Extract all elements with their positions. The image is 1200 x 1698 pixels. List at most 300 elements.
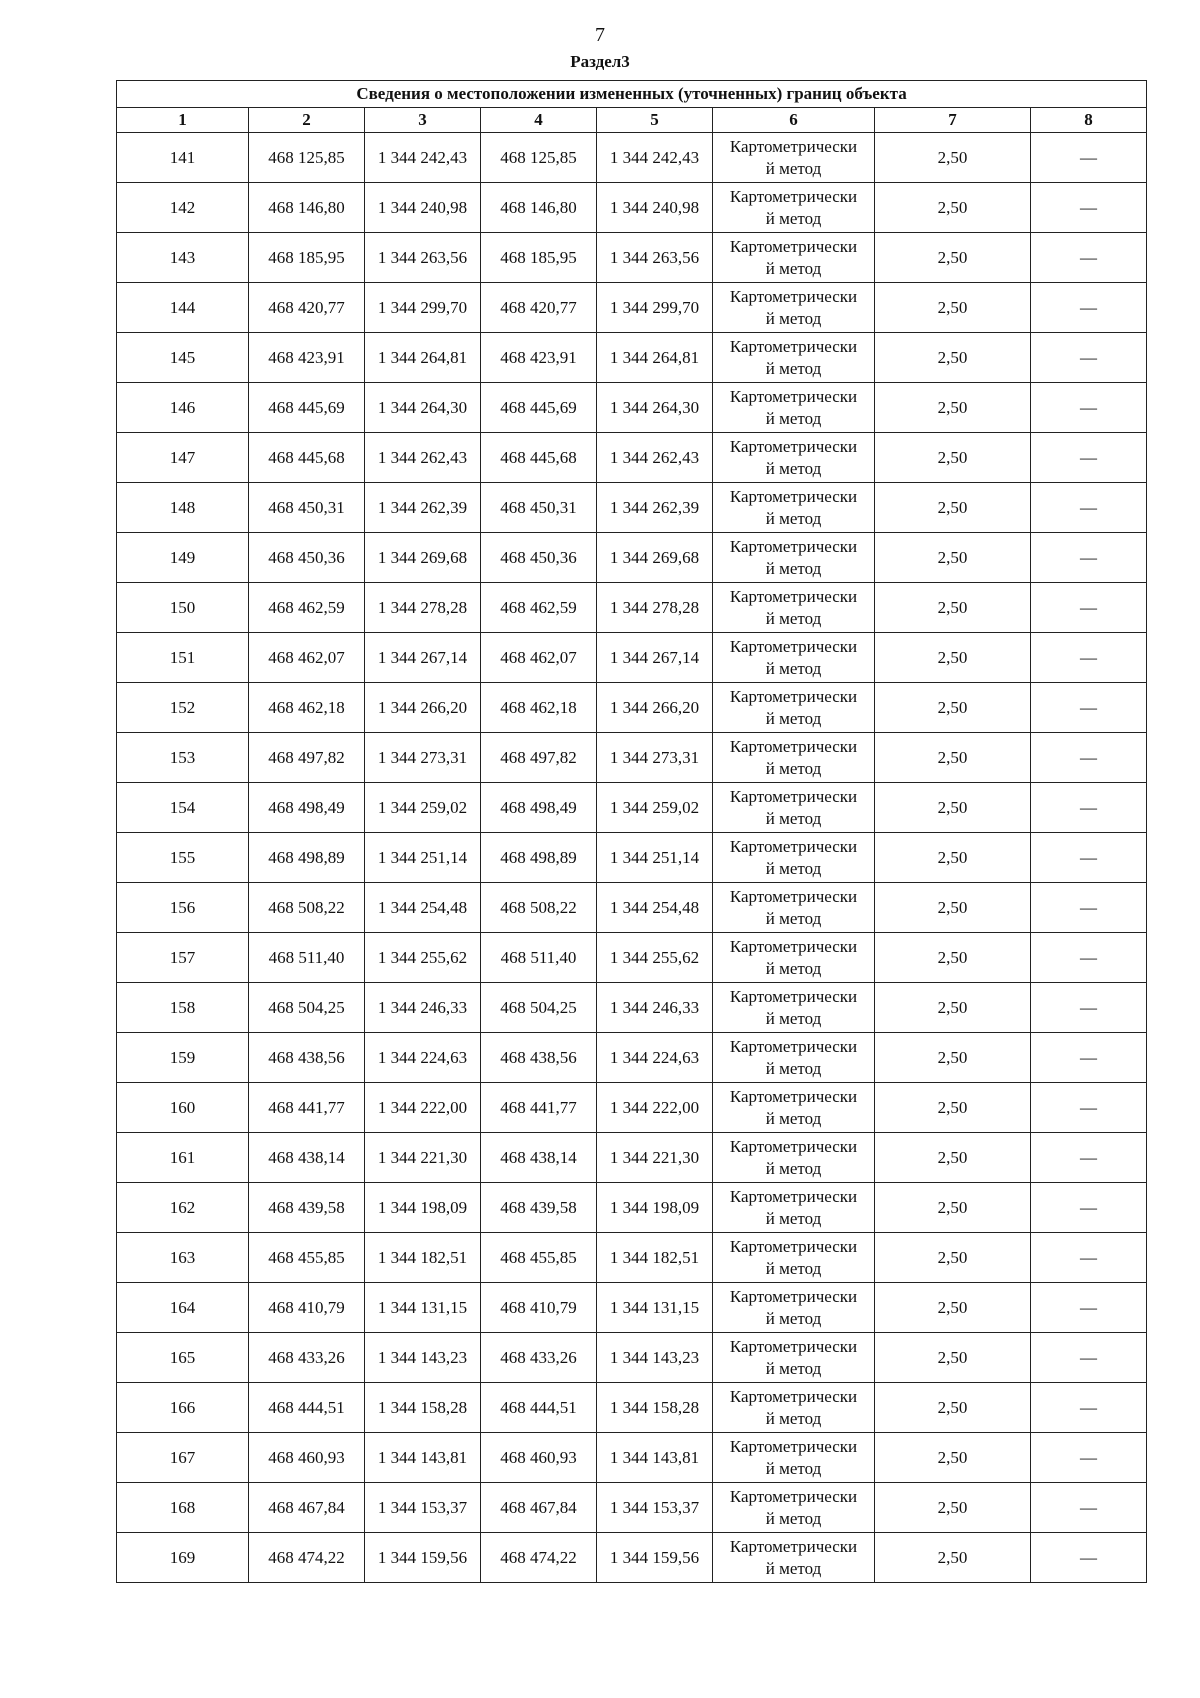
point-number-cell: 154	[117, 783, 249, 833]
description-cell: —	[1031, 333, 1147, 383]
y-old-cell: 1 344 254,48	[365, 883, 481, 933]
method-cell	[713, 883, 875, 933]
method-cell	[713, 583, 875, 633]
y-old-cell: 1 344 262,43	[365, 433, 481, 483]
y-new-cell: 1 344 259,02	[597, 783, 713, 833]
x-new-cell: 468 423,91	[481, 333, 597, 383]
y-old-cell: 1 344 224,63	[365, 1033, 481, 1083]
table-row	[117, 233, 1147, 283]
point-number-cell: 151	[117, 633, 249, 683]
method-cell	[713, 1433, 875, 1483]
x-new-cell: 468 498,89	[481, 833, 597, 883]
method-cell	[713, 683, 875, 733]
y-old-cell: 1 344 159,56	[365, 1533, 481, 1583]
point-number-cell: 156	[117, 883, 249, 933]
table-row	[117, 933, 1147, 983]
method-line: Картометрически	[729, 636, 858, 656]
accuracy-cell: 2,50	[875, 533, 1031, 583]
y-old-cell: 1 344 242,43	[365, 133, 481, 183]
accuracy-cell: 2,50	[875, 1333, 1031, 1383]
column-header: 4	[481, 108, 597, 133]
x-old-cell: 468 455,85	[249, 1233, 365, 1283]
point-number-cell: 157	[117, 933, 249, 983]
table-row	[117, 1033, 1147, 1083]
y-new-cell: 1 344 221,30	[597, 1133, 713, 1183]
method-cell	[713, 1233, 875, 1283]
method-cell	[713, 983, 875, 1033]
description-cell: —	[1031, 933, 1147, 983]
x-old-cell: 468 511,40	[249, 933, 365, 983]
method-line: Картометрически	[729, 1186, 858, 1206]
x-new-cell: 468 508,22	[481, 883, 597, 933]
description-cell: —	[1031, 783, 1147, 833]
method-line: й метод	[765, 308, 822, 328]
point-number-cell: 166	[117, 1383, 249, 1433]
description-cell: —	[1031, 383, 1147, 433]
accuracy-cell: 2,50	[875, 1233, 1031, 1283]
table-row	[117, 583, 1147, 633]
y-new-cell: 1 344 267,14	[597, 633, 713, 683]
x-new-cell: 468 497,82	[481, 733, 597, 783]
y-new-cell: 1 344 264,30	[597, 383, 713, 433]
accuracy-cell: 2,50	[875, 833, 1031, 883]
method-line: Картометрически	[729, 1036, 858, 1056]
method-line: й метод	[765, 1458, 822, 1478]
x-old-cell: 468 460,93	[249, 1433, 365, 1483]
description-cell: —	[1031, 433, 1147, 483]
boundary-coordinates-table	[116, 80, 1147, 1583]
accuracy-cell: 2,50	[875, 933, 1031, 983]
table-row	[117, 183, 1147, 233]
table-row	[117, 683, 1147, 733]
description-cell: —	[1031, 983, 1147, 1033]
x-new-cell: 468 438,56	[481, 1033, 597, 1083]
y-new-cell: 1 344 251,14	[597, 833, 713, 883]
method-line: Картометрически	[729, 836, 858, 856]
method-line: Картометрически	[729, 686, 858, 706]
y-old-cell: 1 344 264,30	[365, 383, 481, 433]
x-new-cell: 468 467,84	[481, 1483, 597, 1533]
x-old-cell: 468 423,91	[249, 333, 365, 383]
y-old-cell: 1 344 131,15	[365, 1283, 481, 1333]
table-row	[117, 733, 1147, 783]
x-new-cell: 468 439,58	[481, 1183, 597, 1233]
accuracy-cell: 2,50	[875, 683, 1031, 733]
y-old-cell: 1 344 266,20	[365, 683, 481, 733]
method-cell	[713, 1083, 875, 1133]
method-cell	[713, 1283, 875, 1333]
method-line: Картометрически	[729, 486, 858, 506]
accuracy-cell: 2,50	[875, 283, 1031, 333]
method-line: Картометрически	[729, 736, 858, 756]
y-new-cell: 1 344 264,81	[597, 333, 713, 383]
accuracy-cell: 2,50	[875, 333, 1031, 383]
y-old-cell: 1 344 221,30	[365, 1133, 481, 1183]
method-line: й метод	[765, 408, 822, 428]
x-old-cell: 468 410,79	[249, 1283, 365, 1333]
y-old-cell: 1 344 278,28	[365, 583, 481, 633]
method-cell	[713, 783, 875, 833]
x-new-cell: 468 462,59	[481, 583, 597, 633]
table-row	[117, 1433, 1147, 1483]
y-new-cell: 1 344 278,28	[597, 583, 713, 633]
x-new-cell: 468 185,95	[481, 233, 597, 283]
y-new-cell: 1 344 254,48	[597, 883, 713, 933]
point-number-cell: 141	[117, 133, 249, 183]
column-header: 7	[875, 108, 1031, 133]
description-cell: —	[1031, 533, 1147, 583]
description-cell: —	[1031, 483, 1147, 533]
method-cell	[713, 733, 875, 783]
accuracy-cell: 2,50	[875, 633, 1031, 683]
accuracy-cell: 2,50	[875, 1183, 1031, 1233]
description-cell: —	[1031, 1283, 1147, 1333]
table-row	[117, 1133, 1147, 1183]
point-number-cell: 167	[117, 1433, 249, 1483]
method-cell	[713, 133, 875, 183]
method-cell	[713, 1383, 875, 1433]
accuracy-cell: 2,50	[875, 1033, 1031, 1083]
method-line: Картометрически	[729, 1536, 858, 1556]
x-old-cell: 468 445,69	[249, 383, 365, 433]
description-cell: —	[1031, 1333, 1147, 1383]
description-cell: —	[1031, 833, 1147, 883]
x-new-cell: 468 410,79	[481, 1283, 597, 1333]
x-new-cell: 468 504,25	[481, 983, 597, 1033]
y-old-cell: 1 344 182,51	[365, 1233, 481, 1283]
description-cell: —	[1031, 133, 1147, 183]
x-new-cell: 468 498,49	[481, 783, 597, 833]
table-caption: Сведения о местоположении измененных (уточненных) границ объекта	[117, 81, 1147, 108]
accuracy-cell: 2,50	[875, 1483, 1031, 1533]
y-old-cell: 1 344 251,14	[365, 833, 481, 883]
y-old-cell: 1 344 153,37	[365, 1483, 481, 1533]
x-old-cell: 468 497,82	[249, 733, 365, 783]
x-new-cell: 468 420,77	[481, 283, 597, 333]
description-cell: —	[1031, 233, 1147, 283]
method-line: й метод	[765, 508, 822, 528]
y-old-cell: 1 344 198,09	[365, 1183, 481, 1233]
method-line: й метод	[765, 658, 822, 678]
method-line: Картометрически	[729, 436, 858, 456]
y-old-cell: 1 344 269,68	[365, 533, 481, 583]
y-new-cell: 1 344 224,63	[597, 1033, 713, 1083]
point-number-cell: 152	[117, 683, 249, 733]
accuracy-cell: 2,50	[875, 1083, 1031, 1133]
method-cell	[713, 1333, 875, 1383]
x-old-cell: 468 439,58	[249, 1183, 365, 1233]
y-old-cell: 1 344 143,81	[365, 1433, 481, 1483]
table-row	[117, 1183, 1147, 1233]
method-line: й метод	[765, 258, 822, 278]
method-line: Картометрически	[729, 1286, 858, 1306]
description-cell: —	[1031, 183, 1147, 233]
x-old-cell: 468 474,22	[249, 1533, 365, 1583]
column-header: 2	[249, 108, 365, 133]
method-cell	[713, 833, 875, 883]
x-new-cell: 468 450,36	[481, 533, 597, 583]
x-new-cell: 468 146,80	[481, 183, 597, 233]
method-line: Картометрически	[729, 986, 858, 1006]
y-new-cell: 1 344 182,51	[597, 1233, 713, 1283]
method-line: й метод	[765, 1208, 822, 1228]
y-new-cell: 1 344 131,15	[597, 1283, 713, 1333]
accuracy-cell: 2,50	[875, 1283, 1031, 1333]
table-row	[117, 1333, 1147, 1383]
y-new-cell: 1 344 262,39	[597, 483, 713, 533]
accuracy-cell: 2,50	[875, 1533, 1031, 1583]
point-number-cell: 159	[117, 1033, 249, 1083]
method-line: й метод	[765, 908, 822, 928]
description-cell: —	[1031, 283, 1147, 333]
method-line: й метод	[765, 708, 822, 728]
x-old-cell: 468 146,80	[249, 183, 365, 233]
table-row	[117, 633, 1147, 683]
accuracy-cell: 2,50	[875, 583, 1031, 633]
point-number-cell: 164	[117, 1283, 249, 1333]
x-old-cell: 468 504,25	[249, 983, 365, 1033]
method-line: Картометрически	[729, 186, 858, 206]
x-old-cell: 468 467,84	[249, 1483, 365, 1533]
method-cell	[713, 1033, 875, 1083]
method-cell	[713, 283, 875, 333]
method-line: й метод	[765, 858, 822, 878]
method-line: й метод	[765, 158, 822, 178]
page-number: 7	[595, 24, 605, 46]
table-row	[117, 483, 1147, 533]
table-row	[117, 533, 1147, 583]
y-new-cell: 1 344 198,09	[597, 1183, 713, 1233]
method-cell	[713, 633, 875, 683]
method-cell	[713, 333, 875, 383]
x-old-cell: 468 444,51	[249, 1383, 365, 1433]
x-new-cell: 468 462,18	[481, 683, 597, 733]
x-new-cell: 468 462,07	[481, 633, 597, 683]
description-cell: —	[1031, 1133, 1147, 1183]
point-number-cell: 158	[117, 983, 249, 1033]
method-cell	[713, 183, 875, 233]
point-number-cell: 144	[117, 283, 249, 333]
method-line: Картометрически	[729, 286, 858, 306]
method-line: Картометрически	[729, 386, 858, 406]
method-line: й метод	[765, 1108, 822, 1128]
table-row	[117, 1083, 1147, 1133]
method-cell	[713, 533, 875, 583]
description-cell: —	[1031, 1383, 1147, 1433]
y-old-cell: 1 344 267,14	[365, 633, 481, 683]
method-line: Картометрически	[729, 786, 858, 806]
method-line: й метод	[765, 1408, 822, 1428]
description-cell: —	[1031, 583, 1147, 633]
x-new-cell: 468 455,85	[481, 1233, 597, 1283]
point-number-cell: 150	[117, 583, 249, 633]
point-number-cell: 168	[117, 1483, 249, 1533]
method-line: й метод	[765, 1508, 822, 1528]
y-old-cell: 1 344 264,81	[365, 333, 481, 383]
x-new-cell: 468 511,40	[481, 933, 597, 983]
table-row	[117, 1233, 1147, 1283]
point-number-cell: 149	[117, 533, 249, 583]
point-number-cell: 163	[117, 1233, 249, 1283]
y-new-cell: 1 344 222,00	[597, 1083, 713, 1133]
x-old-cell: 468 185,95	[249, 233, 365, 283]
x-new-cell: 468 433,26	[481, 1333, 597, 1383]
point-number-cell: 165	[117, 1333, 249, 1383]
y-new-cell: 1 344 242,43	[597, 133, 713, 183]
x-old-cell: 468 450,31	[249, 483, 365, 533]
method-line: й метод	[765, 808, 822, 828]
description-cell: —	[1031, 1083, 1147, 1133]
x-old-cell: 468 508,22	[249, 883, 365, 933]
method-cell	[713, 433, 875, 483]
method-line: й метод	[765, 758, 822, 778]
point-number-cell: 143	[117, 233, 249, 283]
method-line: й метод	[765, 1308, 822, 1328]
method-cell	[713, 383, 875, 433]
x-new-cell: 468 438,14	[481, 1133, 597, 1183]
method-cell	[713, 233, 875, 283]
point-number-cell: 162	[117, 1183, 249, 1233]
accuracy-cell: 2,50	[875, 483, 1031, 533]
point-number-cell: 145	[117, 333, 249, 383]
point-number-cell: 142	[117, 183, 249, 233]
y-old-cell: 1 344 262,39	[365, 483, 481, 533]
table-row	[117, 1533, 1147, 1583]
method-line: й метод	[765, 1558, 822, 1578]
y-old-cell: 1 344 255,62	[365, 933, 481, 983]
x-old-cell: 468 498,89	[249, 833, 365, 883]
table-row	[117, 383, 1147, 433]
accuracy-cell: 2,50	[875, 1133, 1031, 1183]
y-old-cell: 1 344 263,56	[365, 233, 481, 283]
y-new-cell: 1 344 266,20	[597, 683, 713, 733]
table-row	[117, 883, 1147, 933]
description-cell: —	[1031, 1033, 1147, 1083]
point-number-cell: 160	[117, 1083, 249, 1133]
method-cell	[713, 1183, 875, 1233]
accuracy-cell: 2,50	[875, 1383, 1031, 1433]
table-row	[117, 1383, 1147, 1433]
x-old-cell: 468 462,07	[249, 633, 365, 683]
description-cell: —	[1031, 683, 1147, 733]
point-number-cell: 169	[117, 1533, 249, 1583]
accuracy-cell: 2,50	[875, 733, 1031, 783]
x-new-cell: 468 441,77	[481, 1083, 597, 1133]
method-line: й метод	[765, 958, 822, 978]
y-old-cell: 1 344 158,28	[365, 1383, 481, 1433]
table-row	[117, 983, 1147, 1033]
table-row	[117, 783, 1147, 833]
table-row	[117, 333, 1147, 383]
y-new-cell: 1 344 255,62	[597, 933, 713, 983]
y-new-cell: 1 344 246,33	[597, 983, 713, 1033]
method-line: й метод	[765, 608, 822, 628]
x-old-cell: 468 438,14	[249, 1133, 365, 1183]
x-old-cell: 468 462,18	[249, 683, 365, 733]
point-number-cell: 153	[117, 733, 249, 783]
method-line: Картометрически	[729, 236, 858, 256]
description-cell: —	[1031, 1533, 1147, 1583]
y-old-cell: 1 344 240,98	[365, 183, 481, 233]
method-line: Картометрически	[729, 1136, 858, 1156]
point-number-cell: 161	[117, 1133, 249, 1183]
method-line: й метод	[765, 558, 822, 578]
column-header: 8	[1031, 108, 1147, 133]
y-new-cell: 1 344 158,28	[597, 1383, 713, 1433]
method-line: Картометрически	[729, 1486, 858, 1506]
y-old-cell: 1 344 259,02	[365, 783, 481, 833]
x-new-cell: 468 445,68	[481, 433, 597, 483]
method-line: Картометрически	[729, 936, 858, 956]
table-caption-row	[117, 81, 1147, 108]
x-old-cell: 468 445,68	[249, 433, 365, 483]
accuracy-cell: 2,50	[875, 433, 1031, 483]
method-cell	[713, 483, 875, 533]
description-cell: —	[1031, 883, 1147, 933]
x-old-cell: 468 450,36	[249, 533, 365, 583]
method-line: й метод	[765, 1058, 822, 1078]
method-line: Картометрически	[729, 1386, 858, 1406]
point-number-cell: 148	[117, 483, 249, 533]
method-line: Картометрически	[729, 586, 858, 606]
x-new-cell: 468 460,93	[481, 1433, 597, 1483]
method-line: й метод	[765, 1358, 822, 1378]
method-line: й метод	[765, 358, 822, 378]
x-old-cell: 468 498,49	[249, 783, 365, 833]
method-line: Картометрически	[729, 1336, 858, 1356]
y-old-cell: 1 344 246,33	[365, 983, 481, 1033]
table-row	[117, 833, 1147, 883]
description-cell: —	[1031, 733, 1147, 783]
column-header: 6	[713, 108, 875, 133]
x-new-cell: 468 450,31	[481, 483, 597, 533]
x-new-cell: 468 444,51	[481, 1383, 597, 1433]
x-old-cell: 468 462,59	[249, 583, 365, 633]
method-line: Картометрически	[729, 1236, 858, 1256]
table-row	[117, 1283, 1147, 1333]
y-new-cell: 1 344 263,56	[597, 233, 713, 283]
accuracy-cell: 2,50	[875, 383, 1031, 433]
accuracy-cell: 2,50	[875, 983, 1031, 1033]
y-old-cell: 1 344 273,31	[365, 733, 481, 783]
method-line: Картометрически	[729, 1436, 858, 1456]
table-row	[117, 133, 1147, 183]
accuracy-cell: 2,50	[875, 183, 1031, 233]
description-cell: —	[1031, 633, 1147, 683]
y-new-cell: 1 344 240,98	[597, 183, 713, 233]
method-line: Картометрически	[729, 536, 858, 556]
x-old-cell: 468 125,85	[249, 133, 365, 183]
method-line: Картометрически	[729, 136, 858, 156]
method-cell	[713, 1483, 875, 1533]
y-new-cell: 1 344 262,43	[597, 433, 713, 483]
description-cell: —	[1031, 1183, 1147, 1233]
point-number-cell: 147	[117, 433, 249, 483]
accuracy-cell: 2,50	[875, 1433, 1031, 1483]
x-old-cell: 468 420,77	[249, 283, 365, 333]
accuracy-cell: 2,50	[875, 783, 1031, 833]
y-old-cell: 1 344 143,23	[365, 1333, 481, 1383]
y-new-cell: 1 344 273,31	[597, 733, 713, 783]
point-number-cell: 155	[117, 833, 249, 883]
section-title: Раздел3	[570, 52, 630, 71]
method-line: й метод	[765, 1158, 822, 1178]
y-old-cell: 1 344 299,70	[365, 283, 481, 333]
y-new-cell: 1 344 299,70	[597, 283, 713, 333]
description-cell: —	[1031, 1233, 1147, 1283]
method-line: Картометрически	[729, 1086, 858, 1106]
accuracy-cell: 2,50	[875, 133, 1031, 183]
